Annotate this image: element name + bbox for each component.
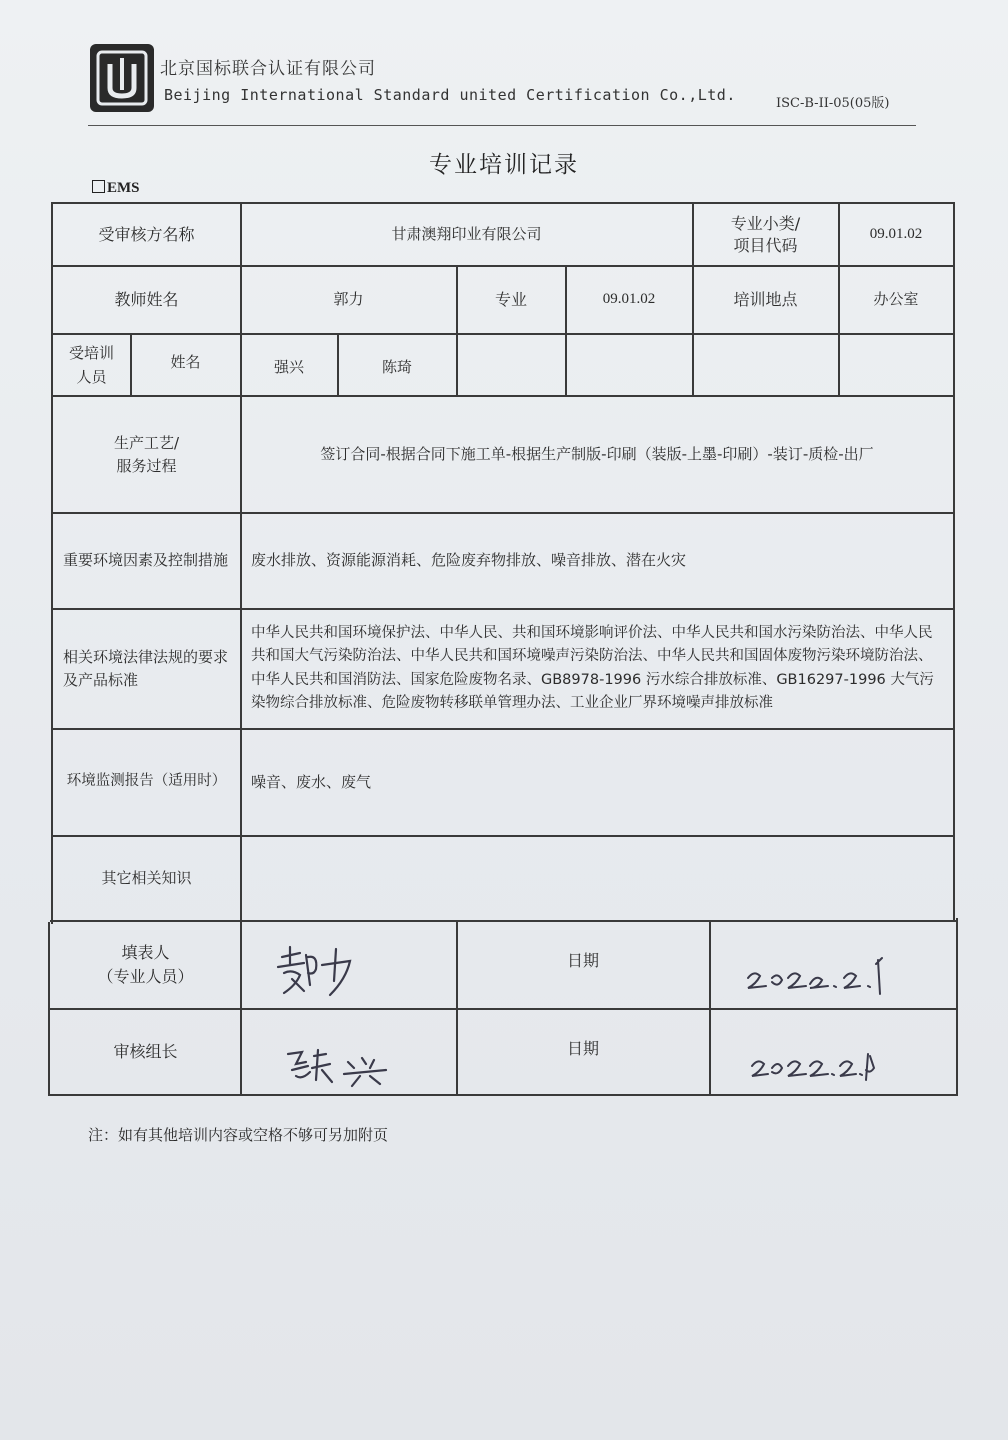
filler-date-label: 日期 xyxy=(566,950,599,970)
company-logo xyxy=(90,44,154,112)
filler-date-handwritten xyxy=(744,950,894,1000)
auditee-value: 甘肃澳翔印业有限公司 xyxy=(391,225,542,244)
process-value: 签订合同-根据合同下施工单-根据生产制版-印刷（装版-上墨-印刷）-装订-质检-出厂 xyxy=(320,445,874,464)
location-value: 办公室 xyxy=(873,290,919,309)
leader-date-label: 日期 xyxy=(566,1038,599,1058)
subcategory-label: 专业小类/ 项目代码 xyxy=(730,213,801,255)
specialty-value: 09.01.02 xyxy=(602,291,656,308)
env-factors-label: 重要环境因素及控制措施 xyxy=(63,551,229,570)
company-name-en: Beijing International Standard united Certification Co.,Ltd. xyxy=(164,86,736,104)
process-label: 生产工艺/ 服务过程 xyxy=(113,434,180,475)
filler-label: 填表人 （专业人员） xyxy=(97,943,194,986)
header-divider xyxy=(88,125,916,126)
auditee-label: 受审核方名称 xyxy=(98,224,195,244)
footnote: 注：如有其他培训内容或空格不够可另加附页 xyxy=(88,1126,389,1144)
filler-signature xyxy=(270,935,360,1005)
trainee-name: 陈琦 xyxy=(381,358,412,377)
company-name-cn: 北京国标联合认证有限公司 xyxy=(160,59,376,79)
other-value xyxy=(241,836,953,920)
leader-label: 审核组长 xyxy=(113,1041,178,1061)
checkbox-icon xyxy=(92,180,105,193)
form-code: ISC-B-II-05(05版) xyxy=(776,96,890,111)
teacher-value: 郭力 xyxy=(333,290,364,309)
document-title: 专业培训记录 xyxy=(429,152,579,178)
monitoring-value: 噪音、废水、废气 xyxy=(251,772,372,791)
leader-signature xyxy=(282,1040,402,1090)
laws-value: 中华人民共和国环境保护法、中华人民、共和国环境影响评价法、中华人民共和国水污染防治法、中华人民共和国大气污染防治法、中华人民共和国环境噪声污染防治法、中华人民共和国固体废物污染环境防治法、中华人民共和国消防法、国家危险废物名录、GB8978-1996 污水综合排放标准、GB16297-1996 大气污染物综合排放标准、危险废物转移联单管理办法、工业企业厂界环境噪声排放标准 xyxy=(251,624,934,711)
env-factors-value: 废水排放、资源能源消耗、危险废弃物排放、噪音排放、潜在火灾 xyxy=(251,551,687,570)
trainee-name: 强兴 xyxy=(273,358,304,377)
monitoring-label: 环境监测报告（适用时） xyxy=(66,773,227,790)
trainees-name-label: 姓名 xyxy=(170,353,201,372)
leader-date-handwritten xyxy=(748,1046,878,1086)
ems-label: EMS xyxy=(107,180,140,196)
laws-label: 相关环境法律法规的要求及产品标准 xyxy=(63,648,229,689)
location-label: 培训地点 xyxy=(733,289,798,309)
other-label: 其它相关知识 xyxy=(101,868,192,887)
subcategory-value: 09.01.02 xyxy=(869,226,923,243)
ems-checkbox[interactable] xyxy=(92,180,140,197)
trainees-label: 受培训 人员 xyxy=(68,343,114,386)
specialty-label: 专业 xyxy=(494,289,527,309)
teacher-label: 教师姓名 xyxy=(114,289,179,309)
